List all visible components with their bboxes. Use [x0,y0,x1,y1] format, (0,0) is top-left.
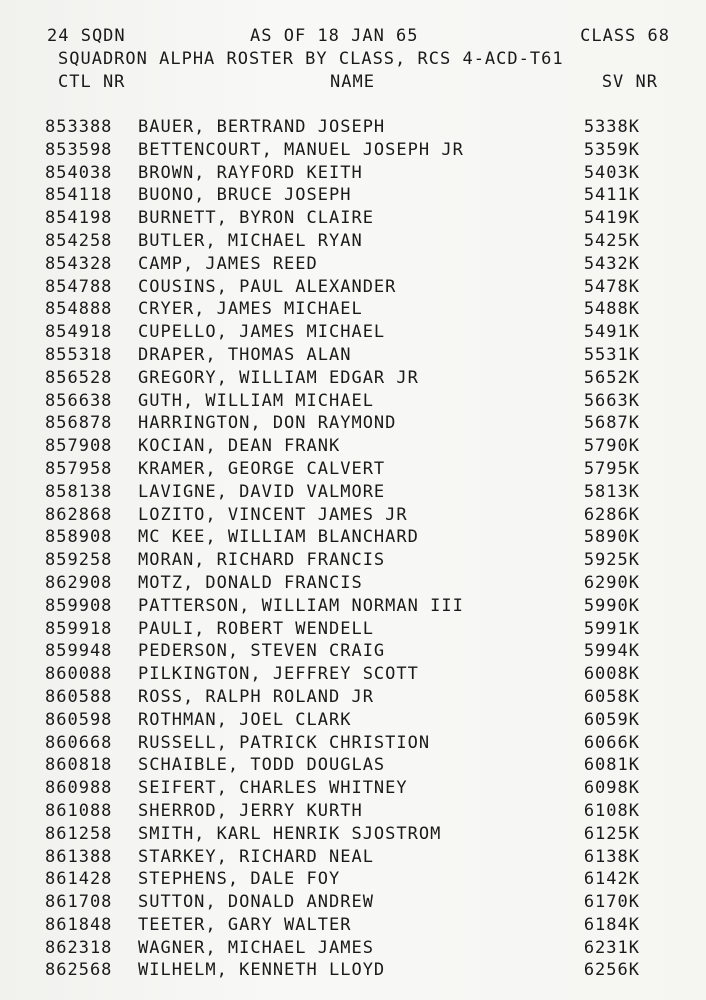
ctl-number: 856528 [45,367,113,388]
roster-row [0,231,706,254]
ctl-number: 860818 [45,755,113,776]
cadet-name: BUONO, BRUCE JOSEPH [138,185,352,206]
column-header-ctl-nr: CTL NR [58,72,126,92]
roster-row [0,641,706,664]
roster-row [0,299,706,322]
service-number: 6058K [583,686,640,707]
cadet-name: RUSSELL, PATRICK CHRISTION [138,732,431,753]
service-number: 6008K [583,664,640,685]
roster-list [0,117,706,983]
roster-row [0,573,706,596]
ctl-number: 856638 [45,390,113,411]
cadet-name: PILKINGTON, JEFFREY SCOTT [138,664,419,685]
cadet-name: BAUER, BERTRAND JOSEPH [138,117,386,137]
cadet-name: KOCIAN, DEAN FRANK [138,436,341,457]
roster-row [0,664,706,687]
cadet-name: SHERROD, JERRY KURTH [138,800,363,821]
service-number: 5990K [583,595,640,616]
ctl-number: 853388 [45,117,113,137]
ctl-number: 854888 [45,299,113,320]
cadet-name: WAGNER, MICHAEL JAMES [138,937,374,958]
roster-row [0,550,706,573]
column-header-sv-nr: SV NR [601,72,658,92]
roster-title: SQUADRON ALPHA ROSTER BY CLASS, RCS 4-ACD-T61 [58,49,564,69]
ctl-number: 854788 [45,276,113,297]
ctl-number: 860598 [45,709,113,730]
roster-row [0,824,706,847]
roster-row [0,847,706,870]
roster-row [0,185,706,208]
ctl-number: 854118 [45,185,113,206]
ctl-number: 854258 [45,230,113,251]
service-number: 6125K [583,823,640,844]
ctl-number: 862868 [45,504,113,525]
roster-row [0,459,706,482]
ctl-number: 859948 [45,641,113,662]
service-number: 6059K [583,709,640,730]
ctl-number: 861848 [45,914,113,935]
roster-row [0,960,706,983]
cadet-name: BETTENCOURT, MANUEL JOSEPH JR [138,139,464,160]
roster-row [0,710,706,733]
service-number: 5403K [583,162,640,183]
ctl-number: 858138 [45,481,113,502]
service-number: 6256K [583,960,640,981]
roster-row [0,892,706,915]
service-number: 5419K [583,208,640,229]
service-number: 6108K [583,800,640,821]
cadet-name: BUTLER, MICHAEL RYAN [138,230,363,251]
roster-row [0,368,706,391]
cadet-name: WILHELM, KENNETH LLOYD [138,960,386,981]
service-number: 5359K [583,139,640,160]
roster-row [0,778,706,801]
roster-row [0,413,706,436]
cadet-name: CAMP, JAMES REED [138,253,318,274]
ctl-number: 862318 [45,937,113,958]
roster-row [0,482,706,505]
cadet-name: BROWN, RAYFORD KEITH [138,162,363,183]
service-number: 6142K [583,869,640,890]
cadet-name: PATTERSON, WILLIAM NORMAN III [138,595,464,616]
ctl-number: 858908 [45,527,113,548]
column-header-name: NAME [330,72,375,92]
cadet-name: CUPELLO, JAMES MICHAEL [138,322,386,343]
roster-row [0,345,706,368]
service-number: 5994K [583,641,640,662]
service-number: 5687K [583,413,640,434]
service-number: 6184K [583,914,640,935]
cadet-name: SCHAIBLE, TODD DOUGLAS [138,755,386,776]
ctl-number: 861708 [45,892,113,913]
cadet-name: SEIFERT, CHARLES WHITNEY [138,778,408,799]
service-number: 6170K [583,892,640,913]
cadet-name: LAVIGNE, DAVID VALMORE [138,481,386,502]
roster-row [0,733,706,756]
ctl-number: 854328 [45,253,113,274]
roster-row [0,322,706,345]
cadet-name: LOZITO, VINCENT JAMES JR [138,504,408,525]
service-number: 5813K [583,481,640,502]
roster-row [0,869,706,892]
cadet-name: GUTH, WILLIAM MICHAEL [138,390,374,411]
ctl-number: 860088 [45,664,113,685]
roster-row [0,915,706,938]
ctl-number: 859918 [45,618,113,639]
cadet-name: COUSINS, PAUL ALEXANDER [138,276,397,297]
service-number: 6231K [583,937,640,958]
cadet-name: SMITH, KARL HENRIK SJOSTROM [138,823,442,844]
roster-row [0,163,706,186]
service-number: 5991K [583,618,640,639]
roster-row [0,527,706,550]
service-number: 5432K [583,253,640,274]
service-number: 5411K [583,185,640,206]
cadet-name: KRAMER, GEORGE CALVERT [138,458,386,479]
ctl-number: 861388 [45,846,113,867]
roster-row [0,505,706,528]
ctl-number: 859258 [45,550,113,571]
ctl-number: 862568 [45,960,113,981]
cadet-name: SUTTON, DONALD ANDREW [138,892,374,913]
ctl-number: 855318 [45,344,113,365]
ctl-number: 859908 [45,595,113,616]
ctl-number: 853598 [45,139,113,160]
roster-row [0,117,706,140]
cadet-name: ROTHMAN, JOEL CLARK [138,709,352,730]
ctl-number: 857908 [45,436,113,457]
cadet-name: PAULI, ROBERT WENDELL [138,618,374,639]
ctl-number: 854038 [45,162,113,183]
roster-row [0,801,706,824]
service-number: 5338K [583,117,640,137]
cadet-name: MOTZ, DONALD FRANCIS [138,572,363,593]
ctl-number: 856878 [45,413,113,434]
ctl-number: 861088 [45,800,113,821]
cadet-name: HARRINGTON, DON RAYMOND [138,413,397,434]
service-number: 6138K [583,846,640,867]
roster-row [0,391,706,414]
squadron-label: 24 SQDN [47,26,126,46]
cadet-name: TEETER, GARY WALTER [138,914,352,935]
ctl-number: 860988 [45,778,113,799]
ctl-number: 860668 [45,732,113,753]
cadet-name: PEDERSON, STEVEN CRAIG [138,641,386,662]
cadet-name: ROSS, RALPH ROLAND JR [138,686,374,707]
roster-row [0,755,706,778]
cadet-name: BURNETT, BYRON CLAIRE [138,208,374,229]
ctl-number: 862908 [45,572,113,593]
service-number: 6081K [583,755,640,776]
service-number: 5663K [583,390,640,411]
cadet-name: STARKEY, RICHARD NEAL [138,846,374,867]
roster-row [0,436,706,459]
roster-row [0,596,706,619]
ctl-number: 861258 [45,823,113,844]
roster-row [0,140,706,163]
ctl-number: 854918 [45,322,113,343]
service-number: 5925K [583,550,640,571]
service-number: 5491K [583,322,640,343]
service-number: 5795K [583,458,640,479]
ctl-number: 854198 [45,208,113,229]
service-number: 5890K [583,527,640,548]
service-number: 6290K [583,572,640,593]
service-number: 5531K [583,344,640,365]
service-number: 5790K [583,436,640,457]
as-of-date: AS OF 18 JAN 65 [250,26,419,46]
service-number: 5488K [583,299,640,320]
cadet-name: STEPHENS, DALE FOY [138,869,341,890]
cadet-name: MORAN, RICHARD FRANCIS [138,550,386,571]
service-number: 5478K [583,276,640,297]
roster-row [0,208,706,231]
roster-row [0,254,706,277]
ctl-number: 860588 [45,686,113,707]
cadet-name: GREGORY, WILLIAM EDGAR JR [138,367,419,388]
cadet-name: DRAPER, THOMAS ALAN [138,344,352,365]
roster-row [0,938,706,961]
service-number: 5425K [583,230,640,251]
service-number: 6286K [583,504,640,525]
roster-row [0,277,706,300]
service-number: 6066K [583,732,640,753]
service-number: 6098K [583,778,640,799]
cadet-name: MC KEE, WILLIAM BLANCHARD [138,527,419,548]
ctl-number: 861428 [45,869,113,890]
roster-row [0,687,706,710]
cadet-name: CRYER, JAMES MICHAEL [138,299,363,320]
ctl-number: 857958 [45,458,113,479]
service-number: 5652K [583,367,640,388]
class-label: CLASS 68 [580,26,670,46]
roster-row [0,619,706,642]
